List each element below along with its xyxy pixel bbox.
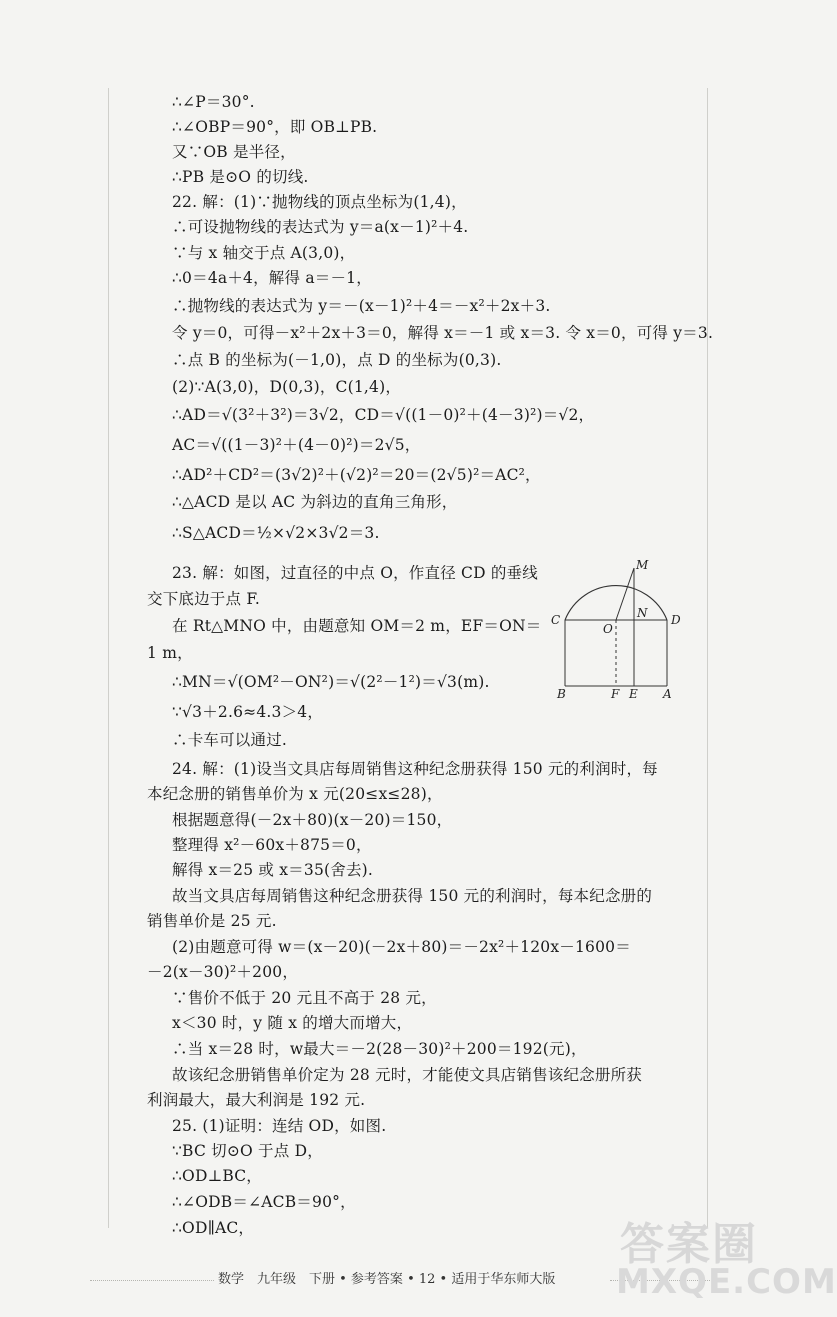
label-b: B: [557, 687, 566, 701]
text-line: x＜30 时，y 随 x 的增大而增大，: [172, 1014, 413, 1032]
text-line: ∴∠P＝30°.: [172, 93, 255, 111]
text-line: 1 m，: [147, 644, 193, 662]
watermark-url: MXQE.COM: [616, 1262, 837, 1302]
text-line: 利润最大，最大利润是 192 元.: [147, 1091, 366, 1109]
text-line: 销售单价是 25 元.: [147, 912, 277, 930]
text-line: ∴OD∥AC，: [172, 1219, 255, 1237]
text-line: ∴PB 是⊙O 的切线.: [172, 168, 309, 186]
text-line: ∴∠ODB＝∠ACB＝90°，: [172, 1193, 356, 1211]
watermark-logo: [616, 1208, 837, 1308]
text-line: ∴MN＝√(OM²－ON²)＝√(2²－1²)＝√3(m).: [172, 673, 490, 691]
text-line: ∴0＝4a＋4，解得 a＝－1，: [172, 269, 372, 287]
text-line: 23. 解：如图，过直径的中点 O，作直径 CD 的垂线: [172, 564, 538, 582]
label-n: N: [637, 606, 648, 620]
tunnel-arc: [565, 586, 667, 620]
text-line: ∴当 x＝28 时，w最大＝－2(28－30)²＋200＝192(元)，: [172, 1040, 587, 1058]
text-line: (2)由题意可得 w＝(x－20)(－2x＋80)＝－2x²＋120x－1600＝: [172, 938, 631, 956]
text-line: ∴△ACD 是以 AC 为斜边的直角三角形，: [172, 493, 458, 511]
footer-dotted-rule-left: [90, 1280, 214, 1281]
label-f: F: [611, 687, 620, 701]
text-line: 24. 解：(1)设当文具店每周销售这种纪念册获得 150 元的利润时，每: [172, 760, 658, 778]
label-d: D: [671, 613, 681, 627]
text-line: 故该纪念册销售单价定为 28 元时，才能使文具店销售该纪念册所获: [172, 1066, 642, 1084]
text-line: ∴卡车可以通过.: [172, 731, 288, 749]
text-line: 解得 x＝25 或 x＝35(舍去).: [172, 861, 374, 879]
footer-text: 数学 九年级 下册 • 参考答案 • 12 • 适用于华东师大版: [218, 1272, 556, 1287]
text-line: 又∵OB 是半径，: [172, 143, 296, 161]
label-e: E: [629, 687, 638, 701]
text-line: (2)∵A(3,0)，D(0,3)，C(1,4)，: [172, 378, 402, 396]
text-line: ∴点 B 的坐标为(－1,0)，点 D 的坐标为(0,3).: [172, 351, 502, 369]
text-line: 令 y＝0，可得－x²＋2x＋3＝0，解得 x＝－1 或 x＝3. 令 x＝0，可得 y＝3.: [172, 324, 714, 342]
text-line: 整理得 x²－60x＋875＝0，: [172, 836, 372, 854]
label-a: A: [663, 687, 672, 701]
text-line: ∴∠OBP＝90°，即 OB⊥PB.: [172, 118, 378, 136]
text-line: ∵√3＋2.6≈4.3＞4，: [172, 703, 324, 721]
right-margin-rule: [707, 88, 708, 1228]
text-line: ∵BC 切⊙O 于点 D，: [172, 1142, 323, 1160]
label-o: O: [603, 622, 613, 636]
text-line: ∴可设抛物线的表达式为 y＝a(x－1)²＋4.: [172, 218, 469, 236]
text-line: ∴AD＝√(3²＋3²)＝3√2，CD＝√((1－0)²＋(4－3)²)＝√2，: [172, 406, 595, 424]
text-line: ∴S△ACD＝½×√2×3√2＝3.: [172, 524, 380, 542]
text-line: 在 Rt△MNO 中，由题意知 OM＝2 m，EF＝ON＝: [172, 617, 542, 635]
text-line: 根据题意得(－2x＋80)(x－20)＝150，: [172, 811, 453, 829]
label-m: M: [636, 558, 649, 572]
text-line: －2(x－30)²＋200，: [147, 963, 299, 981]
text-line: 本纪念册的销售单价为 x 元(20≤x≤28)，: [147, 785, 443, 803]
text-line: 故当文具店每周销售这种纪念册获得 150 元的利润时，每本纪念册的: [172, 887, 653, 905]
segment-om: [616, 568, 634, 620]
label-c: C: [551, 613, 561, 627]
text-line: 交下底边于点 F.: [147, 590, 260, 608]
text-line: ∵售价不低于 20 元且不高于 28 元，: [172, 989, 437, 1007]
text-line: ∴OD⊥BC，: [172, 1167, 263, 1185]
text-line: ∴抛物线的表达式为 y＝－(x－1)²＋4＝－x²＋2x＋3.: [172, 297, 551, 315]
tunnel-geometry-figure: [545, 558, 685, 700]
left-margin-rule: [108, 88, 109, 1228]
text-line: ∵与 x 轴交于点 A(3,0)，: [172, 244, 356, 262]
text-line: ∴AD²＋CD²＝(3√2)²＋(√2)²＝20＝(2√5)²＝AC²，: [172, 466, 541, 484]
text-line: 25. (1)证明：连结 OD，如图.: [172, 1117, 387, 1135]
watermark-title: 答案圈: [620, 1219, 758, 1270]
text-line: 22. 解：(1)∵抛物线的顶点坐标为(1,4)，: [172, 193, 467, 211]
text-line: AC＝√((1－3)²＋(4－0)²)＝2√5，: [172, 436, 421, 454]
